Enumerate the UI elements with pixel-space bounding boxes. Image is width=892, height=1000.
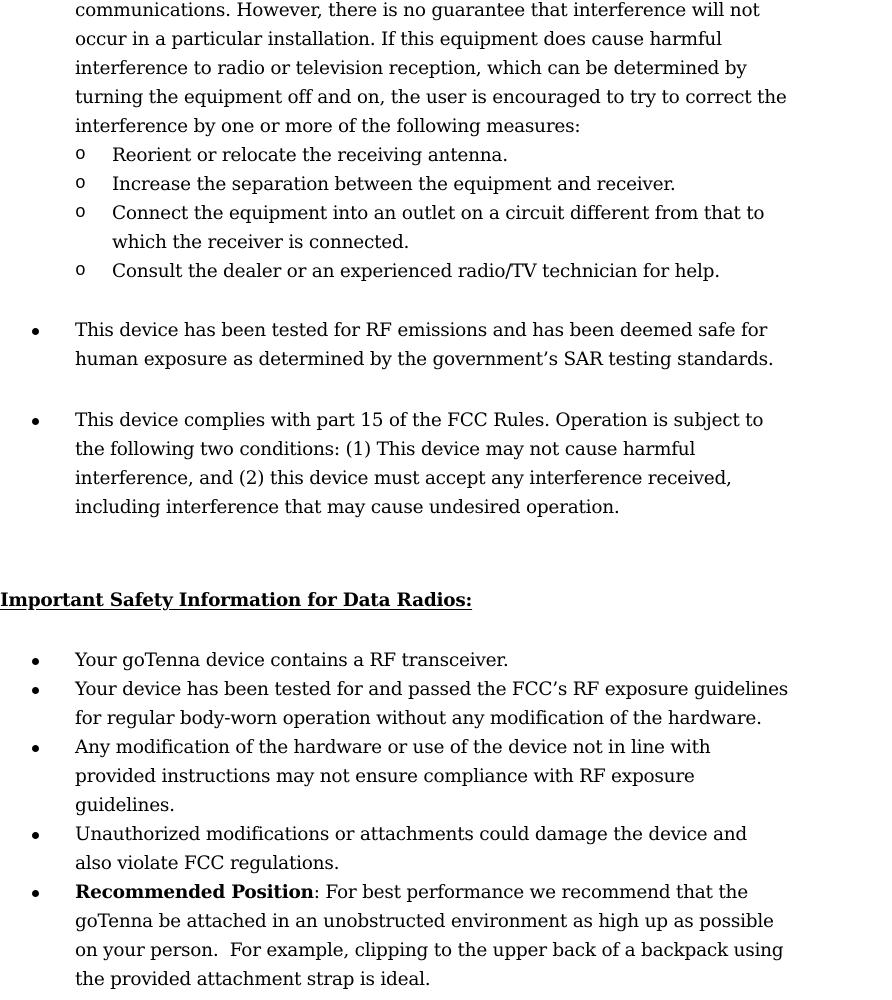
text-line: This device complies with part 15 of the FCC Rules. Operation is subject to (75, 410, 764, 431)
text-line: including interference that may cause undesired operation. (75, 497, 620, 518)
hollow-bullet-icon: o (75, 145, 86, 165)
safety-bullet-item (75, 733, 890, 820)
text-line: Your goTenna device contains a RF transceiver. (75, 650, 509, 671)
measure-item (75, 141, 882, 170)
intro-paragraph (75, 0, 787, 141)
text-line: This device has been tested for RF emissions and has been deemed safe for (75, 320, 768, 341)
text-line: for regular body-worn operation without any modification of the hardware. (75, 708, 762, 729)
safety-bullet-item (75, 675, 890, 733)
text-line: occur in a particular installation. If this equipment does cause harmful (75, 29, 722, 50)
text-line: which the receiver is connected. (112, 232, 410, 253)
text-line: on your person. For example, clipping to the upper back of a backpack using (75, 940, 784, 961)
measure-item (75, 199, 882, 257)
text-line: Unauthorized modifications or attachments could damage the device and (75, 824, 748, 845)
hollow-bullet-icon: o (75, 261, 86, 281)
text-line: Consult the dealer or an experienced radio/TV technician for help. (112, 261, 720, 282)
text-line: Any modification of the hardware or use of the device not in line with (75, 737, 711, 758)
bullet-icon (32, 832, 39, 839)
bullet-icon (32, 328, 39, 335)
text-line: interference by one or more of the following measures: (75, 116, 581, 137)
text-line: human exposure as determined by the government’s SAR testing standards. (75, 349, 774, 370)
text-line: communications. However, there is no guarantee that interference will not (75, 0, 760, 21)
bullet-icon (32, 418, 39, 425)
recommended-text: : For best performance we recommend that the (313, 882, 748, 903)
text-line: the following two conditions: (1) This device may not cause harmful (75, 439, 696, 460)
bullet-icon (32, 658, 39, 665)
measure-item (75, 257, 882, 286)
text-line: Your device has been tested for and passed the FCC’s RF exposure guidelines (75, 679, 789, 700)
measure-item (75, 170, 882, 199)
bullet-icon (32, 890, 39, 897)
safety-bullet-item (75, 646, 890, 675)
fcc-bullet-item (75, 406, 890, 522)
text-line: provided instructions may not ensure compliance with RF exposure (75, 766, 695, 787)
text-line: also violate FCC regulations. (75, 853, 340, 874)
section-heading: Important Safety Information for Data Radios: (0, 590, 473, 611)
text-line: Connect the equipment into an outlet on a circuit different from that to (112, 203, 765, 224)
bullet-icon (32, 745, 39, 752)
safety-bullet-item (75, 820, 890, 878)
text-line: interference to radio or television reception, which can be determined by (75, 58, 747, 79)
hollow-bullet-icon: o (75, 203, 86, 223)
text-line: guidelines. (75, 795, 175, 816)
recommended-position-item (75, 878, 890, 994)
bullet-icon (32, 687, 39, 694)
text-line: Increase the separation between the equipment and receiver. (112, 174, 676, 195)
fcc-bullet-item (75, 316, 890, 374)
text-line: Reorient or relocate the receiving antenna. (112, 145, 508, 166)
text-line (75, 878, 890, 907)
text-line: the provided attachment strap is ideal. (75, 969, 431, 990)
text-line: goTenna be attached in an unobstructed environment as high up as possible (75, 911, 774, 932)
text-line: turning the equipment off and on, the user is encouraged to try to correct the (75, 87, 787, 108)
hollow-bullet-icon: o (75, 174, 86, 194)
text-line: interference, and (2) this device must accept any interference received, (75, 468, 732, 489)
recommended-label: Recommended Position (75, 882, 314, 903)
